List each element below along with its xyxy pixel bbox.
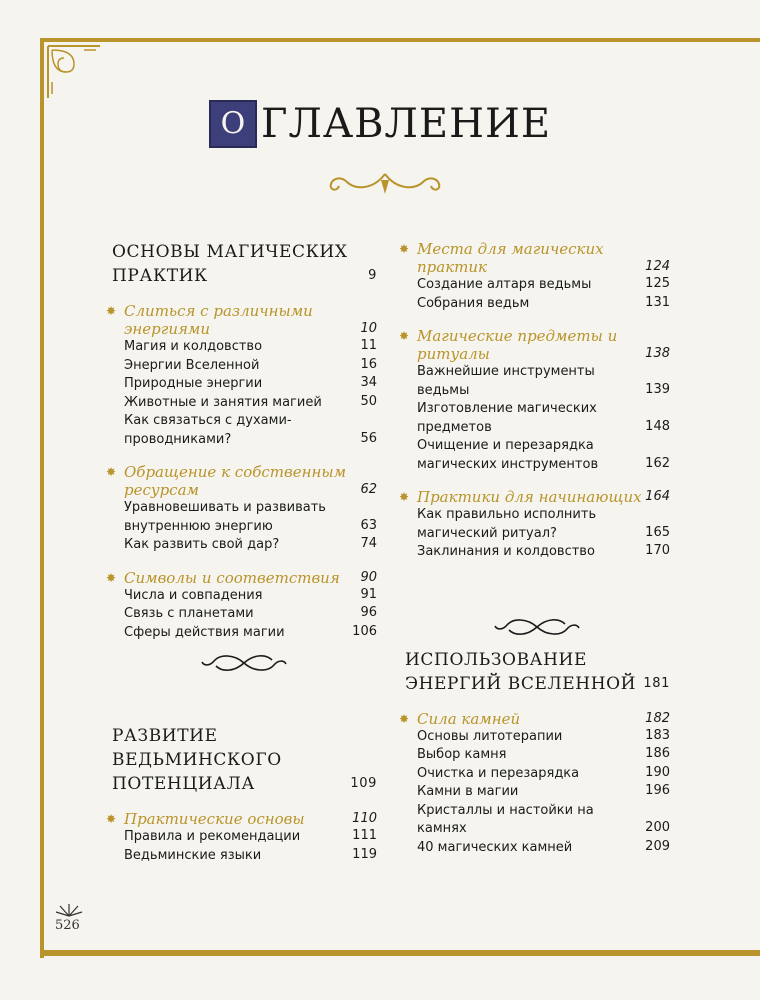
section-title-text: ОСНОВЫ МАГИЧЕСКИХ ПРАКТИК (112, 242, 348, 286)
subsection-title: Места для магических практик (417, 240, 604, 276)
page-number-value: 90 (360, 569, 377, 585)
toc-entry (405, 363, 670, 400)
section-divider-icon (493, 616, 581, 638)
toc-subsection (106, 463, 377, 499)
page-number-value: 138 (645, 346, 670, 361)
page-number-value: 74 (360, 536, 377, 551)
toc-subsection (399, 327, 670, 363)
toc-subsection (106, 302, 377, 338)
subsection-title: Практики для начинающих (417, 488, 642, 506)
frame-top-border (40, 38, 760, 42)
section-title-text: ИСПОЛЬЗОВАНИЕ ЭНЕРГИЙ ВСЕЛЕННОЙ (405, 649, 637, 694)
entry-label: Энергии Вселенной (124, 357, 260, 373)
toc-entry (405, 783, 670, 802)
entry-label: Ведьминские языки (124, 847, 262, 863)
star-bullet-icon: ✸ (106, 570, 117, 585)
title-flourish-icon (325, 168, 445, 198)
page-number-value: 96 (360, 605, 377, 620)
toc-right-column (399, 240, 670, 857)
entry-label: Как развить свой дар? (124, 537, 280, 552)
entry-label: Числа и совпадения (124, 587, 263, 603)
toc-entry (112, 536, 377, 555)
entry-label: Очищение и перезарядка магических инструментов (417, 438, 599, 472)
star-bullet-icon: ✸ (106, 304, 117, 318)
page-number-value: 62 (360, 482, 377, 497)
page-number-value: 209 (645, 838, 670, 854)
entry-label: Изготовление магических предметов (417, 401, 597, 435)
page-number-value: 91 (360, 586, 377, 602)
page-number-value: 109 (350, 776, 377, 791)
toc-entry (112, 847, 377, 866)
drop-cap-initial: О (209, 100, 257, 148)
toc-subsection (399, 709, 670, 728)
page-number-value: 148 (645, 418, 670, 434)
page-number-value: 50 (360, 393, 377, 409)
page-number-value: 181 (643, 675, 670, 691)
toc-entry (112, 394, 377, 413)
toc-entry (405, 543, 670, 562)
entry-label: Кристаллы и настойки на камнях (417, 802, 594, 836)
toc-entry (112, 624, 377, 643)
entry-label: Животные и занятия магией (124, 394, 322, 410)
toc-subsection (399, 240, 670, 276)
page-number-value: 16 (360, 356, 377, 372)
entry-label: Правила и рекомендации (124, 829, 301, 844)
page-number-value: 110 (352, 811, 377, 826)
page-number-value: 182 (645, 710, 670, 726)
page-number-value: 164 (645, 489, 670, 504)
subsection-title: Магические предметы и ритуалы (417, 327, 618, 363)
corner-ornament-icon (44, 42, 104, 102)
entry-label: Важнейшие инструменты ведьмы (417, 364, 595, 398)
toc-entry (405, 765, 670, 784)
entry-label: Сферы действия магии (124, 624, 285, 640)
toc-entry (405, 437, 670, 474)
entry-label: Создание алтаря ведьмы (417, 277, 592, 292)
page-number-value: 165 (645, 524, 670, 540)
entry-label: Как правильно исполнить магический ритуал? (417, 507, 597, 541)
page-number-value: 162 (645, 455, 670, 471)
toc-subsection (106, 810, 377, 828)
entry-label: Камни в магии (417, 784, 519, 799)
title-text: ГЛАВЛЕНИЕ (260, 101, 552, 147)
page-number-ornament-icon (54, 900, 84, 918)
toc-entry (112, 605, 377, 624)
page-number-value: 139 (645, 381, 670, 397)
toc-entry (112, 375, 377, 394)
entry-label: 40 магических камней (417, 839, 573, 855)
frame-bottom-border (40, 950, 760, 956)
frame-left-border (40, 38, 44, 958)
entry-label: Магия и колдовство (124, 339, 263, 354)
toc-entry (405, 506, 670, 543)
toc-section-title (112, 240, 377, 288)
entry-label: Заклинания и колдовство (417, 544, 595, 559)
page-number-value: 190 (645, 764, 670, 780)
entry-label: Выбор камня (417, 747, 507, 762)
toc-entry (112, 587, 377, 606)
page-number-value: 9 (368, 268, 377, 283)
subsection-title: Практические основы (124, 810, 305, 828)
subsection-title: Обращение к собственным ресурсам (124, 463, 347, 499)
toc-entry (405, 276, 670, 295)
subsection-title: Символы и соответствия (124, 568, 340, 587)
toc-left-column (106, 240, 377, 865)
page-number-value: 56 (360, 430, 377, 446)
entry-label: Как связаться с духами-проводниками? (124, 413, 292, 447)
page-number-value: 186 (645, 746, 670, 761)
toc-section-title (405, 648, 670, 696)
entry-label: Очистка и перезарядка (417, 765, 580, 781)
star-bullet-icon: ✸ (106, 812, 117, 826)
toc-entry (405, 295, 670, 314)
star-bullet-icon: ✸ (399, 490, 410, 504)
page-number-value: 10 (360, 321, 377, 336)
page-number-value: 106 (352, 623, 377, 639)
subsection-title: Сила камней (417, 709, 521, 728)
toc-subsection (106, 568, 377, 587)
section-title-text: РАЗВИТИЕ ВЕДЬМИНСКОГО ПОТЕНЦИАЛА (112, 726, 282, 794)
star-bullet-icon: ✸ (399, 242, 410, 256)
page-number-value: 63 (360, 517, 377, 533)
toc-entry (112, 499, 377, 536)
star-bullet-icon: ✸ (106, 465, 117, 479)
entry-label: Природные энергии (124, 376, 263, 391)
toc-subsection (399, 488, 670, 506)
page-number-value: 111 (352, 828, 377, 843)
page-number: 526 (55, 918, 80, 933)
page-number-value: 200 (645, 820, 670, 835)
toc-entry (405, 746, 670, 765)
page-number-value: 124 (645, 259, 670, 274)
toc-section-title (112, 724, 377, 796)
page-number-value: 34 (360, 375, 377, 390)
page-number-value: 11 (360, 338, 377, 353)
toc-entry (112, 338, 377, 357)
entry-label: Связь с планетами (124, 606, 254, 621)
page-number-value: 170 (645, 543, 670, 558)
subsection-title: Слиться с различными энергиями (124, 302, 313, 338)
section-divider-icon (200, 652, 288, 674)
entry-label: Собрания ведьм (417, 295, 530, 311)
toc-entry (112, 357, 377, 376)
toc-entry (405, 728, 670, 747)
page-number-value: 183 (645, 727, 670, 743)
star-bullet-icon: ✸ (399, 329, 410, 343)
toc-entry (405, 400, 670, 437)
entry-label: Основы литотерапии (417, 728, 563, 744)
page-number-value: 119 (352, 846, 377, 862)
star-bullet-icon: ✸ (399, 711, 410, 726)
toc-entry (112, 412, 377, 449)
page-number-value: 196 (645, 783, 670, 798)
page-title (0, 100, 760, 148)
entry-label: Уравновешивать и развивать внутреннюю энергию (124, 500, 326, 534)
page-number-value: 131 (645, 294, 670, 310)
toc-entry (112, 828, 377, 847)
toc-entry (405, 802, 670, 839)
page-number-value: 125 (645, 276, 670, 291)
toc-entry (405, 839, 670, 858)
